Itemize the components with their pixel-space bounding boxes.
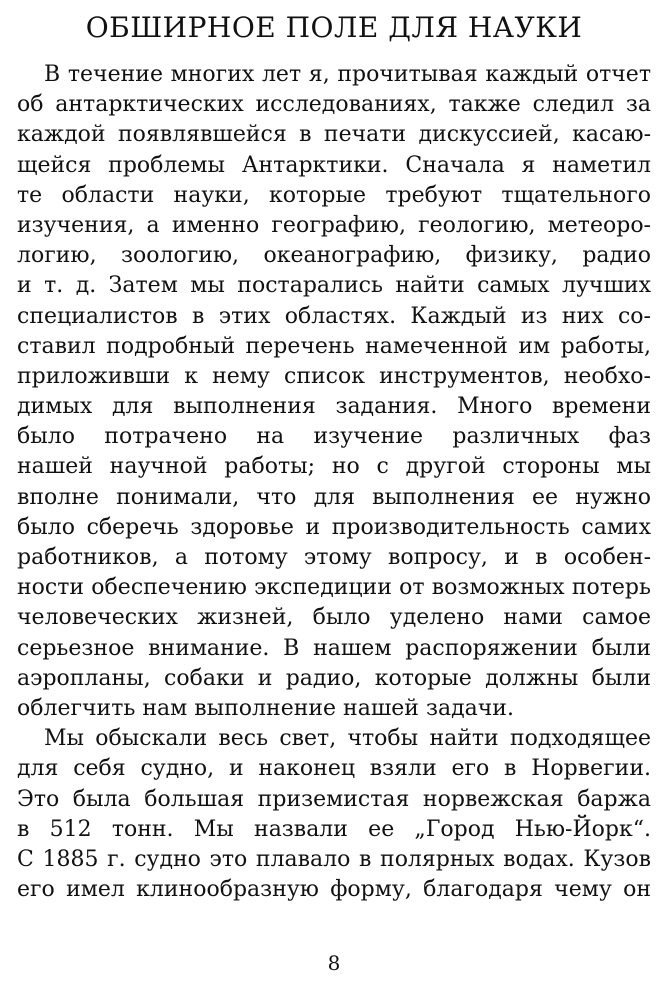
text-line: облегчить нам выполнение нашей задачи. xyxy=(17,695,514,721)
text-line: димых для выполнения задания. Много времени xyxy=(17,394,651,420)
text-line: вполне понимали, что для выполнения ее нужно xyxy=(17,484,651,510)
text-line: аэропланы, собаки и радио, которые должны были xyxy=(17,665,651,691)
page-number: 8 xyxy=(327,951,341,975)
text-line: серьезное внимание. В нашем распоряжении были xyxy=(17,635,651,661)
text-line: специалистов в этих областях. Каждый из них со- xyxy=(17,303,651,329)
text-line: Мы обыскали весь свет, чтобы найти подходящее xyxy=(44,726,651,752)
text-line: изучения, а именно географию, геологию, метеоро- xyxy=(17,212,651,238)
text-line: нашей научной работы; но с другой стороны мы xyxy=(17,454,651,480)
text-line: те области науки, которые требуют тщательного xyxy=(17,182,651,208)
text-line: щейся проблемы Антарктики. Сначала я наметил xyxy=(17,152,651,178)
text-line: ставил подробный перечень намеченной им работы, xyxy=(17,333,651,359)
text-line: С 1885 г. судно это плавало в полярных водах. Кузов xyxy=(17,846,651,872)
paragraph-1 xyxy=(17,60,651,724)
paragraph-2 xyxy=(17,724,651,905)
text-line: В течение многих лет я, прочитывая каждый отчет xyxy=(44,62,651,87)
text-line: для себя судно, и наконец взяли его в Норвегии. xyxy=(17,756,651,782)
text-line: каждой появлявшейся в печати дискуссией, касаю- xyxy=(17,122,651,148)
chapter-title: ОБШИРНОЕ ПОЛЕ ДЛЯ НАУКИ xyxy=(85,11,583,44)
text-line: было сберечь здоровье и производительность самих xyxy=(17,514,651,540)
text-line: было потрачено на изучение различных фаз xyxy=(17,424,651,450)
text-line: логию, зоологию, океанографию, физику, радио xyxy=(17,243,651,269)
text-line: ности обеспечению экспедиции от возможных потерь xyxy=(17,575,651,601)
text-line: и т. д. Затем мы постарались найти самых лучших xyxy=(17,273,651,299)
text-line: человеческих жизней, было уделено нами самое xyxy=(17,605,651,631)
text-line: Это была большая приземистая норвежская баржа xyxy=(17,786,651,812)
text-line: его имел клинообразную форму, благодаря чему он xyxy=(17,877,651,903)
body-text xyxy=(17,60,651,905)
text-line: работников, а потому этому вопросу, и в особен- xyxy=(17,545,651,570)
text-line: об антарктических исследованиях, также следил за xyxy=(17,92,651,118)
text-line: в 512 тонн. Мы назвали ее „Город Нью-Йорк“. xyxy=(17,816,651,842)
text-line: приложивши к нему список инструментов, необхо- xyxy=(17,363,651,389)
